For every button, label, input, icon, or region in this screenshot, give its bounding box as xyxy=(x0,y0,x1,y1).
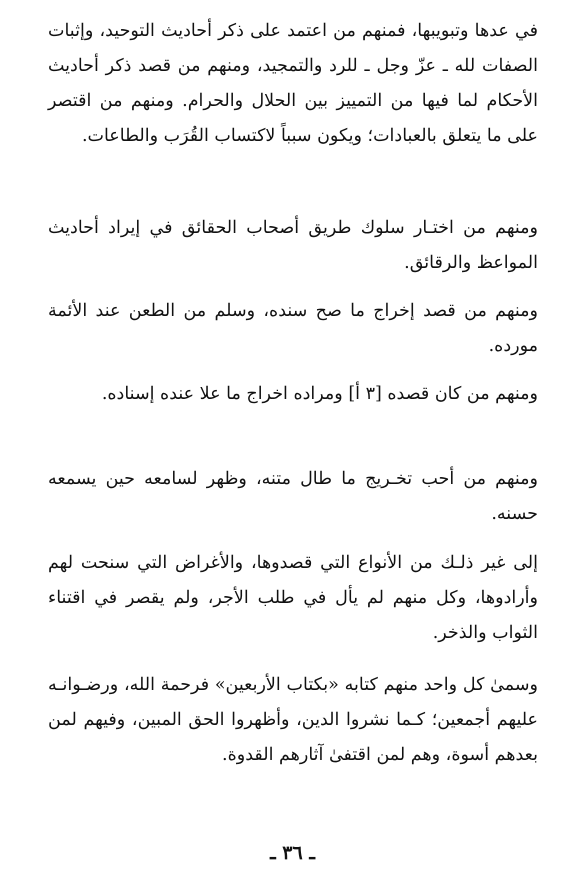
paragraph-hadith-collection-types: في عدها وتبويبها، فمنهم من اعتمد على ذكر أحاديث التوحيد، وإثبات الصفات لله ـ عزّ وجل ـ للرد والتمجيد، ومنهم من قصد ذكر أحاديث الأحكام لما فيها من التمييز بين الحلال والحرام. ومنهم من اقتصر على ما يتعلق بالعبادات؛ ويكون سبباً لاكتساب القُرَب والطاعات. xyxy=(48,21,538,146)
paragraph-long-texts: ومنهم من أحب تخـريج ما طال متنه، وظهر لسامعه حين يسمعه حسنه. xyxy=(48,469,538,524)
paragraph-sound-chains: ومنهم من قصد إخراج ما صح سنده، وسلم من الطعن عند الأئمة مورده. xyxy=(48,301,538,356)
paragraph-sermons-and-heart-softeners: ومنهم من اختـار سلوك طريق أصحاب الحقائق في إيراد أحاديث المواعظ والرقائق. xyxy=(48,218,538,273)
paragraph-other-purposes: إلى غير ذلـك من الأنواع التي قصدوها، والأغراض التي سنحت لهم وأرادوها، وكل منهم لم يأل في طلب الأجر، ولم يقصر في اقتناء الثواب والذخر. xyxy=(48,553,538,643)
page-number: ـ ٣٦ ـ xyxy=(270,842,315,864)
paragraph-book-of-forty: وسمىٰ كل واحد منهم كتابه «بكتاب الأربعين» فرحمة الله، ورضـوانـه عليهم أجمعين؛ كـما نشروا الدين، وأظهروا الحق المبين، وفيهم لمن بعدهم أسوة، وهم لمن اقتفىٰ آثارهم القدوة. xyxy=(48,675,538,765)
paragraph-high-chains: ومنهم من كان قصده [٣ أ] ومراده اخراج ما علا عنده إسناده. xyxy=(101,384,538,404)
